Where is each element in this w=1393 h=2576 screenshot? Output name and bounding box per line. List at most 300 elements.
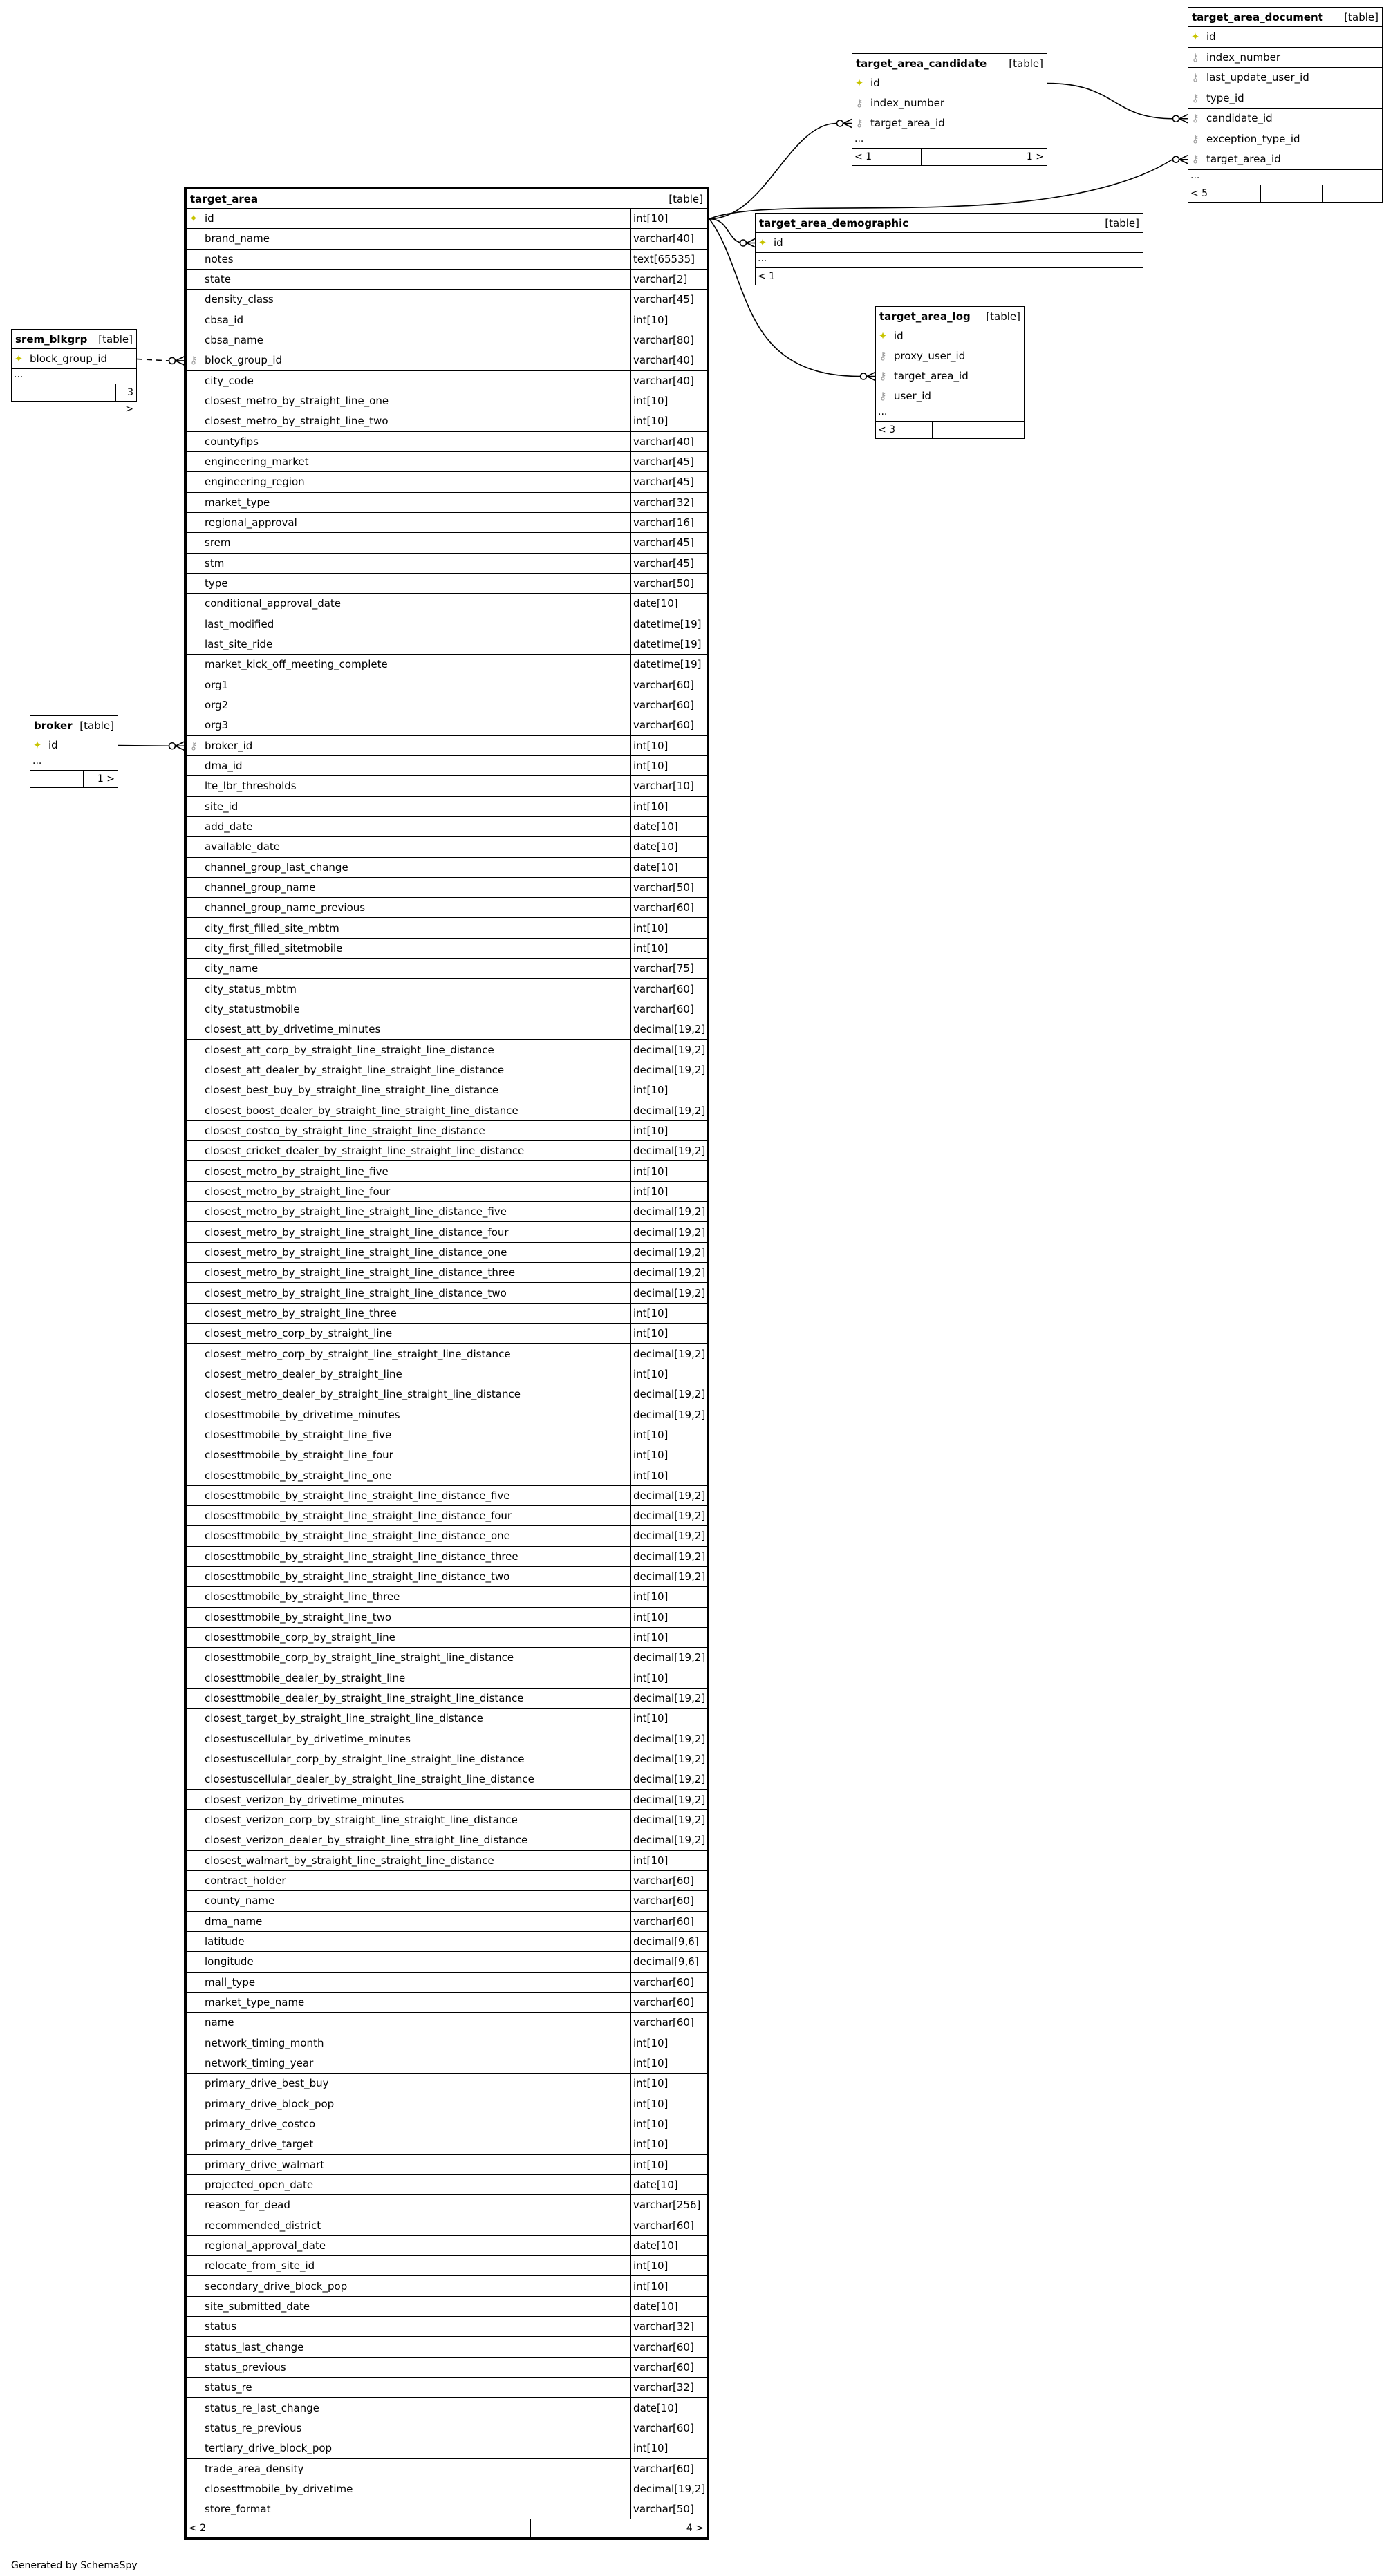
table-header: [876, 307, 1024, 326]
column-name: status_previous: [205, 2360, 286, 2373]
more-columns-ellipsis: ...: [756, 253, 1143, 268]
parents-count[interactable]: < 1: [854, 151, 872, 162]
children-count[interactable]: 1 >: [978, 149, 1047, 165]
column-row[interactable]: [187, 2013, 707, 2033]
footer-spacer: [1260, 185, 1322, 202]
column-row[interactable]: [187, 2033, 707, 2053]
column-row[interactable]: [187, 837, 707, 857]
column-name: city_statustmobile: [205, 1002, 300, 1015]
column-type: date[10]: [630, 858, 707, 877]
column-row[interactable]: [187, 2175, 707, 2195]
column-name: primary_drive_target: [205, 2138, 314, 2151]
column-row[interactable]: [187, 2499, 707, 2519]
column-type: int[10]: [630, 209, 707, 228]
children-count[interactable]: 3 >: [115, 384, 136, 401]
column-row[interactable]: [187, 209, 707, 229]
column-row[interactable]: [187, 736, 707, 756]
column-row[interactable]: [187, 1304, 707, 1324]
column-name: closest_metro_by_straight_line_straight_line_distance_four: [205, 1225, 509, 1239]
column-type: decimal[19,2]: [630, 1769, 707, 1789]
column-name: conditional_approval_date: [205, 597, 342, 610]
column-type: int[10]: [630, 1425, 707, 1445]
column-row[interactable]: [187, 1729, 707, 1749]
column-row[interactable]: [187, 2094, 707, 2114]
table-footer: [187, 2519, 707, 2537]
column-row[interactable]: [187, 2459, 707, 2479]
column-type: decimal[19,2]: [630, 1100, 707, 1120]
column-row[interactable]: [187, 1404, 707, 1425]
column-row[interactable]: [187, 1445, 707, 1465]
column-type: varchar[60]: [630, 675, 707, 695]
column-name: cbsa_name: [205, 334, 263, 347]
table-name[interactable]: target_area_candidate: [856, 57, 987, 70]
table-footer: [756, 268, 1143, 285]
column-row[interactable]: [187, 1364, 707, 1384]
column-name: target_area_id: [870, 117, 945, 129]
column-row[interactable]: [187, 715, 707, 735]
column-row[interactable]: [187, 2378, 707, 2398]
column-type: int[10]: [630, 1121, 707, 1140]
column-row[interactable]: [187, 1648, 707, 1668]
column-type: decimal[19,2]: [630, 1060, 707, 1080]
column-row[interactable]: [187, 330, 707, 350]
column-row[interactable]: [187, 1749, 707, 1769]
column-type: decimal[19,2]: [630, 1263, 707, 1282]
column-type: varchar[60]: [630, 1912, 707, 1931]
column-row[interactable]: [187, 939, 707, 959]
column-row[interactable]: [187, 634, 707, 655]
table-kind: [table]: [1009, 57, 1043, 70]
column-name: closestuscellular_by_drivetime_minutes: [205, 1732, 411, 1745]
column-type: int[10]: [630, 1324, 707, 1343]
column-type: int[10]: [630, 2114, 707, 2134]
column-row[interactable]: [187, 2479, 707, 2499]
column-row[interactable]: [187, 290, 707, 310]
column-row[interactable]: [187, 1141, 707, 1161]
column-row[interactable]: [756, 233, 1143, 253]
parents-count[interactable]: < 2: [189, 2523, 207, 2535]
column-row[interactable]: [187, 554, 707, 574]
table-footer: [1188, 185, 1382, 202]
column-name: closest_metro_corp_by_straight_line: [205, 1327, 393, 1340]
column-row[interactable]: [187, 756, 707, 776]
column-row[interactable]: [1188, 129, 1382, 150]
column-type: varchar[45]: [630, 290, 707, 309]
column-name: site_submitted_date: [205, 2300, 310, 2313]
column-name: closesttmobile_corp_by_straight_line_straight_line_distance: [205, 1651, 514, 1664]
table-kind: [table]: [80, 719, 114, 732]
column-row[interactable]: [187, 1080, 707, 1100]
column-row[interactable]: [187, 1709, 707, 1729]
column-row[interactable]: [187, 1587, 707, 1607]
column-type: int[10]: [630, 1668, 707, 1688]
column-row[interactable]: [187, 2074, 707, 2094]
column-row[interactable]: [187, 1830, 707, 1850]
column-name: city_first_filled_site_mbtm: [205, 921, 339, 934]
foreign-key-icon: ⚷: [1191, 112, 1199, 125]
column-name: status: [205, 2320, 237, 2333]
column-row[interactable]: [187, 1283, 707, 1303]
column-name: id: [48, 739, 58, 751]
column-row[interactable]: [187, 999, 707, 1019]
foreign-key-icon: ⚷: [1191, 91, 1199, 104]
column-row[interactable]: [187, 878, 707, 898]
table-name[interactable]: target_area_document: [1192, 10, 1323, 23]
column-type: varchar[60]: [630, 2418, 707, 2438]
column-type: varchar[32]: [630, 2317, 707, 2336]
column-name: city_code: [205, 374, 254, 387]
column-row[interactable]: [187, 2236, 707, 2256]
table-target-area-demographic[interactable]: [755, 213, 1143, 285]
column-name: name: [205, 2016, 234, 2029]
foreign-key-icon: ⚷: [1191, 50, 1199, 64]
column-name: city_status_mbtm: [205, 982, 297, 995]
column-name: closest_verizon_by_drivetime_minutes: [205, 1793, 404, 1806]
crowfoot-log: [861, 373, 876, 381]
column-name: closesttmobile_dealer_by_straight_line: [205, 1671, 406, 1684]
column-row[interactable]: [187, 675, 707, 695]
column-name: closest_metro_by_straight_line_three: [205, 1306, 397, 1319]
column-row[interactable]: [187, 594, 707, 614]
column-row[interactable]: [187, 2398, 707, 2418]
column-row[interactable]: [187, 310, 707, 330]
table-kind: [table]: [669, 192, 703, 205]
column-name: closest_att_by_drivetime_minutes: [205, 1023, 381, 1036]
generated-by-note: Generated by SchemaSpy: [11, 2560, 138, 2571]
column-row[interactable]: [187, 2155, 707, 2175]
column-type: date[10]: [630, 2236, 707, 2255]
column-name: regional_approval: [205, 516, 297, 529]
column-row[interactable]: [187, 1161, 707, 1181]
column-row[interactable]: [187, 1993, 707, 2013]
column-row[interactable]: [187, 898, 707, 918]
column-name: org3: [205, 719, 229, 732]
column-type: int[10]: [630, 939, 707, 958]
column-row[interactable]: [187, 513, 707, 533]
column-type: decimal[19,2]: [630, 1243, 707, 1262]
table-kind: [table]: [1105, 216, 1139, 229]
column-name: closesttmobile_by_straight_line_straight_line_distance_five: [205, 1489, 510, 1502]
foreign-key-icon: ⚷: [1191, 132, 1199, 145]
column-type: int[10]: [630, 2155, 707, 2174]
column-row[interactable]: [187, 411, 707, 431]
column-type: decimal[19,2]: [630, 1790, 707, 1809]
column-type: decimal[19,2]: [630, 1344, 707, 1363]
column-row[interactable]: [187, 1486, 707, 1506]
column-row[interactable]: [187, 1060, 707, 1080]
column-type: int[10]: [630, 1608, 707, 1627]
column-name: closest_walmart_by_straight_line_straight_line_distance: [205, 1854, 494, 1867]
column-row[interactable]: [187, 2195, 707, 2215]
column-name: recommended_district: [205, 2219, 321, 2232]
column-row[interactable]: [187, 2418, 707, 2438]
table-srem-blkgrp[interactable]: [11, 329, 137, 415]
column-name: stm: [205, 556, 225, 570]
column-row[interactable]: [187, 350, 707, 370]
column-name: market_type: [205, 496, 270, 509]
column-type: decimal[19,2]: [630, 1486, 707, 1505]
column-type: varchar[50]: [630, 574, 707, 593]
table-target-area[interactable]: [184, 187, 709, 2540]
column-row[interactable]: [187, 1912, 707, 1932]
column-row[interactable]: [187, 1567, 707, 1587]
column-type: varchar[45]: [630, 533, 707, 552]
column-row[interactable]: [187, 2337, 707, 2357]
column-name: status_re_previous: [205, 2421, 302, 2434]
column-type: varchar[40]: [630, 350, 707, 370]
table-name[interactable]: srem_blkgrp: [15, 332, 88, 346]
column-row[interactable]: [187, 858, 707, 878]
children-count[interactable]: [1322, 185, 1382, 202]
column-row[interactable]: [1188, 88, 1382, 109]
column-name: latitude: [205, 1935, 245, 1948]
children-count[interactable]: 4 >: [530, 2519, 707, 2537]
foreign-key-icon: ⚷: [189, 354, 198, 367]
column-row[interactable]: [187, 776, 707, 796]
footer-spacer: [64, 384, 115, 401]
column-type: decimal[19,2]: [630, 1648, 707, 1667]
column-row[interactable]: [1188, 68, 1382, 88]
column-row[interactable]: [12, 349, 136, 369]
column-row[interactable]: [187, 655, 707, 675]
column-row[interactable]: [187, 1973, 707, 1993]
column-name: closesttmobile_by_drivetime_minutes: [205, 1408, 400, 1421]
column-row[interactable]: [1188, 48, 1382, 68]
column-type: varchar[45]: [630, 554, 707, 573]
column-row[interactable]: [876, 346, 1024, 366]
column-row[interactable]: [187, 2358, 707, 2378]
column-name: closest_metro_by_straight_line_one: [205, 395, 389, 408]
column-row[interactable]: [187, 1222, 707, 1242]
column-row[interactable]: [187, 959, 707, 979]
column-type: varchar[60]: [630, 1973, 707, 1992]
primary-key-icon: ✦: [32, 739, 42, 751]
table-footer: [12, 384, 136, 415]
column-type: varchar[45]: [630, 452, 707, 471]
column-row[interactable]: [187, 1871, 707, 1891]
column-row[interactable]: [187, 1182, 707, 1202]
column-type: int[10]: [630, 310, 707, 330]
foreign-key-icon: ⚷: [855, 97, 863, 109]
column-name: cbsa_id: [205, 313, 243, 326]
column-row[interactable]: [187, 1100, 707, 1120]
column-row[interactable]: [852, 73, 1047, 93]
column-name: closest_att_corp_by_straight_line_straight_line_distance: [205, 1043, 494, 1056]
column-row[interactable]: [1188, 109, 1382, 129]
column-row[interactable]: [187, 1202, 707, 1222]
table-name[interactable]: target_area: [190, 192, 259, 205]
column-row[interactable]: [187, 1668, 707, 1689]
foreign-key-icon: ⚷: [855, 117, 863, 129]
column-name: closest_boost_dealer_by_straight_line_straight_line_distance: [205, 1104, 518, 1117]
column-name: dma_id: [205, 760, 243, 773]
column-row[interactable]: [187, 1263, 707, 1283]
column-type: varchar[40]: [630, 229, 707, 248]
column-row[interactable]: [187, 1810, 707, 1830]
column-row[interactable]: [852, 113, 1047, 133]
column-row[interactable]: [30, 735, 118, 755]
primary-key-icon: ✦: [189, 212, 198, 225]
column-row[interactable]: [187, 817, 707, 837]
column-name: channel_group_name_previous: [205, 901, 366, 914]
column-row[interactable]: [187, 1932, 707, 1952]
column-name: status_re: [205, 2381, 252, 2394]
column-type: decimal[9,6]: [630, 1952, 707, 1971]
column-row[interactable]: [187, 1425, 707, 1445]
column-name: market_kick_off_meeting_complete: [205, 658, 388, 671]
column-row[interactable]: [187, 2438, 707, 2459]
column-row[interactable]: [1188, 149, 1382, 170]
column-row[interactable]: [187, 1384, 707, 1404]
column-type: date[10]: [630, 817, 707, 836]
column-name: closest_verizon_dealer_by_straight_line_straight_line_distance: [205, 1834, 528, 1847]
column-name: block_group_id: [30, 352, 108, 365]
column-row[interactable]: [187, 1608, 707, 1628]
column-type: date[10]: [630, 2297, 707, 2316]
column-row[interactable]: [1188, 27, 1382, 48]
column-type: varchar[60]: [630, 2337, 707, 2356]
column-type: int[10]: [630, 391, 707, 411]
column-row[interactable]: [187, 270, 707, 290]
column-type: varchar[60]: [630, 1891, 707, 1910]
column-row[interactable]: [187, 1526, 707, 1546]
column-row[interactable]: [187, 2114, 707, 2134]
column-type: datetime[19]: [630, 614, 707, 634]
column-row[interactable]: [187, 574, 707, 594]
column-row[interactable]: [876, 386, 1024, 406]
column-name: closesttmobile_by_straight_line_straight_line_distance_three: [205, 1550, 518, 1563]
column-row[interactable]: [187, 2053, 707, 2074]
table-header: [30, 716, 118, 735]
column-type: varchar[60]: [630, 979, 707, 998]
column-row[interactable]: [187, 2134, 707, 2154]
column-row[interactable]: [187, 1243, 707, 1263]
column-row[interactable]: [876, 326, 1024, 346]
column-row[interactable]: [187, 1506, 707, 1526]
table-target-area-log[interactable]: [875, 306, 1025, 439]
column-row[interactable]: [187, 1769, 707, 1789]
column-type: decimal[19,2]: [630, 1810, 707, 1830]
column-row[interactable]: [187, 452, 707, 472]
column-row[interactable]: [187, 472, 707, 492]
column-row[interactable]: [187, 1628, 707, 1648]
table-broker[interactable]: [30, 715, 118, 788]
column-type: int[10]: [630, 1304, 707, 1323]
column-type: int[10]: [630, 2134, 707, 2154]
parents-count[interactable]: < 1: [758, 271, 776, 282]
column-row[interactable]: [876, 366, 1024, 386]
column-row[interactable]: [187, 432, 707, 452]
column-type: varchar[40]: [630, 371, 707, 391]
column-name: closest_cricket_dealer_by_straight_line_straight_line_distance: [205, 1145, 525, 1158]
column-row[interactable]: [187, 2317, 707, 2337]
column-type: date[10]: [630, 2175, 707, 2194]
column-name: notes: [205, 252, 234, 265]
column-row[interactable]: [187, 1019, 707, 1040]
children-count[interactable]: [1018, 268, 1143, 285]
column-row[interactable]: [187, 1465, 707, 1485]
column-row[interactable]: [187, 979, 707, 999]
table-footer: [30, 771, 118, 787]
column-type: varchar[60]: [630, 2358, 707, 2377]
foreign-key-icon: ⚷: [1191, 71, 1199, 84]
column-name: city_name: [205, 962, 259, 975]
column-row[interactable]: [187, 1324, 707, 1344]
column-row[interactable]: [187, 1547, 707, 1567]
column-type: decimal[19,2]: [630, 2479, 707, 2499]
table-name[interactable]: target_area_log: [879, 310, 971, 323]
column-row[interactable]: [187, 1790, 707, 1810]
column-name: closest_metro_corp_by_straight_line_straight_line_distance: [205, 1347, 511, 1360]
column-name: network_timing_year: [205, 2057, 314, 2070]
column-name: last_modified: [205, 617, 274, 630]
column-type: varchar[60]: [630, 2459, 707, 2478]
column-row[interactable]: [187, 2256, 707, 2276]
column-name: brand_name: [205, 232, 270, 245]
column-row[interactable]: [187, 1121, 707, 1141]
column-name: exception_type_id: [1206, 132, 1300, 145]
column-row[interactable]: [187, 229, 707, 249]
children-count[interactable]: [978, 422, 1024, 438]
column-row[interactable]: [187, 371, 707, 391]
crowfoot-document-candidate: [1173, 115, 1188, 123]
column-row[interactable]: [187, 493, 707, 513]
column-type: int[10]: [630, 2256, 707, 2275]
column-row[interactable]: [852, 93, 1047, 113]
table-name[interactable]: broker: [34, 719, 73, 732]
column-type: int[10]: [630, 1709, 707, 1728]
column-row[interactable]: [187, 2215, 707, 2235]
children-count[interactable]: 1 >: [83, 771, 118, 787]
more-columns-ellipsis: ...: [876, 406, 1024, 422]
table-target-area-candidate[interactable]: [852, 53, 1047, 166]
column-row[interactable]: [187, 797, 707, 817]
column-name: closest_metro_by_straight_line_straight_line_distance_five: [205, 1205, 507, 1219]
parents-count[interactable]: < 5: [1190, 187, 1208, 199]
column-row[interactable]: [187, 1344, 707, 1364]
column-name: projected_open_date: [205, 2178, 314, 2191]
column-row[interactable]: [187, 533, 707, 553]
column-name: closesttmobile_by_straight_line_straight_line_distance_two: [205, 1570, 510, 1583]
column-row[interactable]: [187, 695, 707, 715]
column-row[interactable]: [187, 1952, 707, 1972]
column-row[interactable]: [187, 1851, 707, 1871]
column-name: closest_metro_by_straight_line_four: [205, 1185, 391, 1198]
column-row[interactable]: [187, 2276, 707, 2296]
table-kind: [table]: [98, 332, 133, 346]
column-name: type_id: [1206, 91, 1244, 104]
column-name: closesttmobile_by_straight_line_straight_line_distance_one: [205, 1530, 510, 1543]
column-type: varchar[60]: [630, 1993, 707, 2012]
column-row[interactable]: [187, 1689, 707, 1709]
column-name: closest_costco_by_straight_line_straight_line_distance: [205, 1124, 485, 1137]
column-name: id: [894, 330, 904, 342]
column-row[interactable]: [187, 614, 707, 634]
parents-count[interactable]: < 3: [878, 424, 896, 435]
column-row[interactable]: [187, 2297, 707, 2317]
column-row[interactable]: [187, 391, 707, 411]
column-row[interactable]: [187, 1040, 707, 1060]
column-type: decimal[19,2]: [630, 1222, 707, 1241]
parents-count[interactable]: [12, 384, 64, 401]
column-row[interactable]: [187, 1891, 707, 1911]
parents-count[interactable]: [30, 771, 57, 787]
column-row[interactable]: [187, 250, 707, 270]
column-name: closest_best_buy_by_straight_line_straight_line_distance: [205, 1084, 499, 1097]
column-row[interactable]: [187, 918, 707, 938]
table-target-area-document[interactable]: [1188, 7, 1383, 203]
table-name[interactable]: target_area_demographic: [759, 216, 909, 229]
